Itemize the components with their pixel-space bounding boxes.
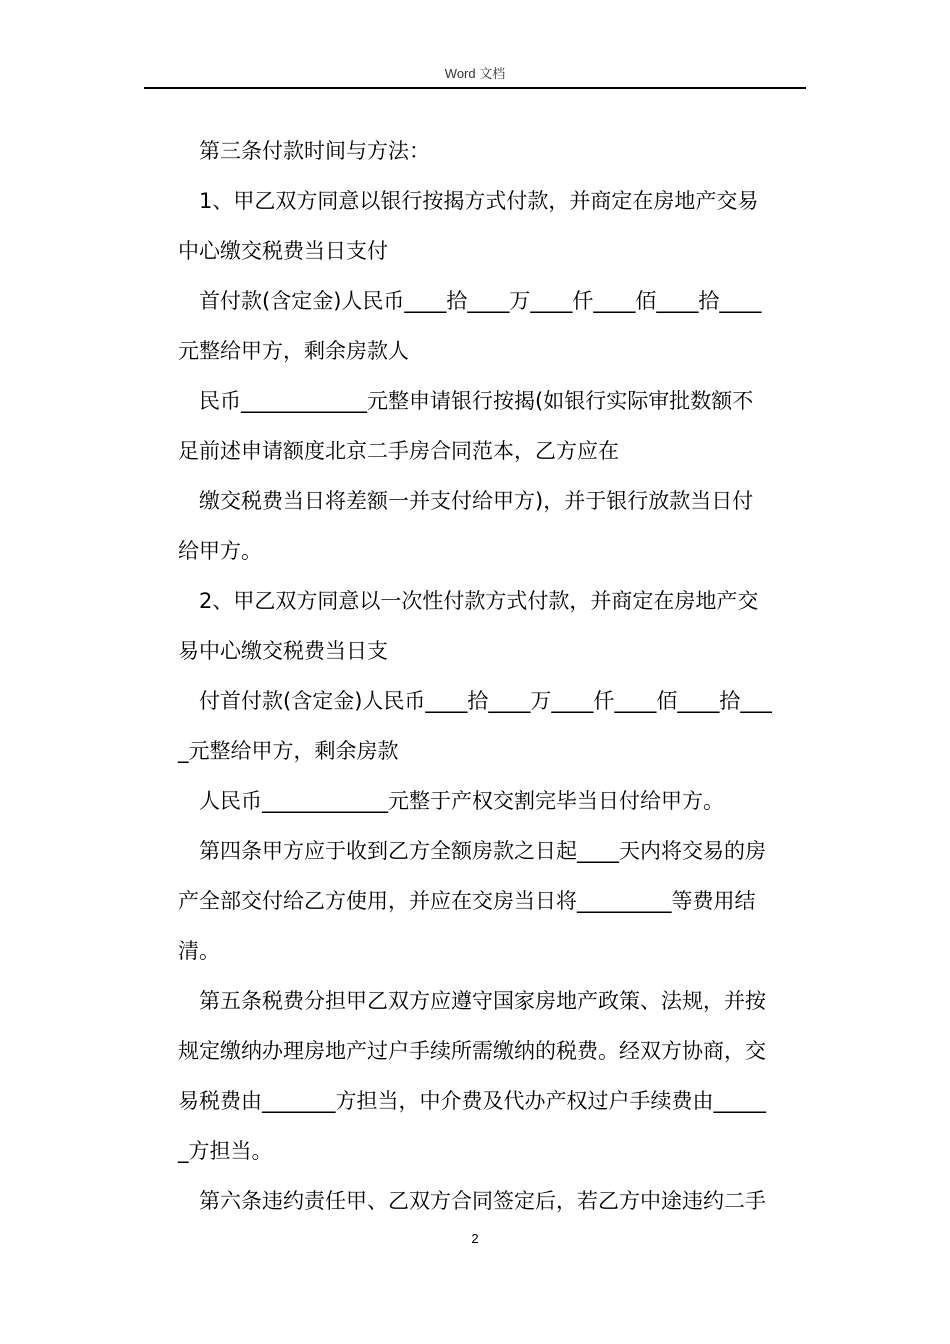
text-line: 足前述申请额度北京二手房合同范本，乙方应在: [178, 439, 619, 463]
page-number: 2: [471, 1231, 479, 1246]
header-divider: [144, 87, 806, 89]
text-line: 首付款(含定金)人民币____拾____万____仟____佰____拾____: [199, 289, 762, 313]
text-line: 第四条甲方应于收到乙方全额房款之日起____天内将交易的房: [199, 839, 766, 863]
text-line: 民币____________元整申请银行按揭(如银行实际审批数额不: [199, 389, 754, 413]
text-line: 产全部交付给乙方使用，并应在交房当日将_________等费用结: [178, 889, 756, 913]
text-line: 清。: [178, 939, 220, 963]
text-line: 缴交税费当日将差额一并支付给甲方)，并于银行放款当日付: [199, 489, 754, 513]
text-line: 规定缴纳办理房地产过户手续所需缴纳的税费。经双方协商，交: [178, 1039, 766, 1063]
text-line: 给甲方。: [178, 539, 262, 563]
text-line: 人民币____________元整于产权交割完毕当日付给甲方。: [199, 789, 724, 813]
text-line: 第六条违约责任甲、乙双方合同签定后，若乙方中途违约二手: [199, 1189, 766, 1213]
text-line: 第三条付款时间与方法：: [199, 139, 430, 163]
text-line: 中心缴交税费当日支付: [178, 239, 388, 263]
text-line: 付首付款(含定金)人民币____拾____万____仟____佰____拾___: [199, 689, 772, 713]
text-line: 元整给甲方，剩余房款人: [178, 339, 409, 363]
text-line: 易中心缴交税费当日支: [178, 639, 388, 663]
text-line: 易税费由_______方担当，中介费及代办产权过户手续费由_____: [178, 1089, 766, 1113]
header-title: Word 文档: [444, 66, 506, 81]
text-line: 第五条税费分担甲乙双方应遵守国家房地产政策、法规，并按: [199, 989, 766, 1013]
document-body: [178, 126, 802, 1226]
text-line: _元整给甲方，剩余房款: [178, 739, 399, 763]
text-line: 2、甲乙双方同意以一次性付款方式付款，并商定在房地产交: [199, 589, 759, 613]
text-line: _方担当。: [178, 1139, 273, 1163]
text-line: 1、甲乙双方同意以银行按揭方式付款，并商定在房地产交易: [199, 189, 759, 213]
